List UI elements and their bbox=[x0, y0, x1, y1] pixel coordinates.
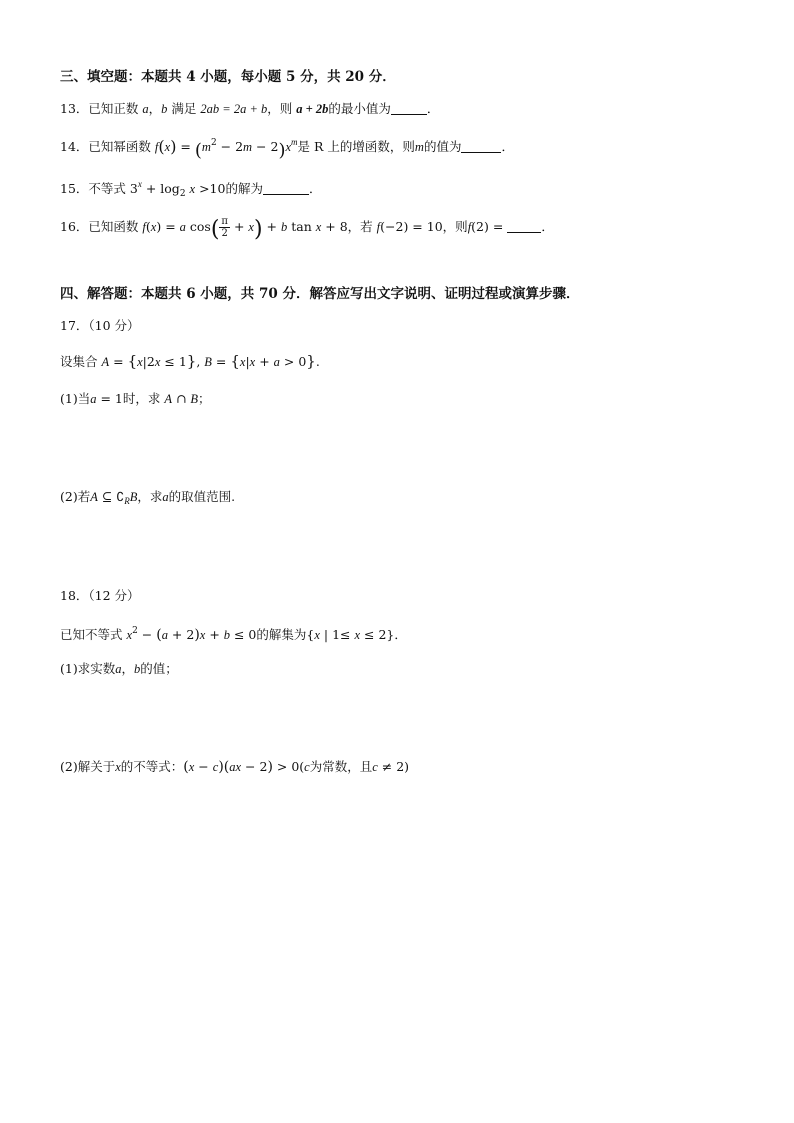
q15-text-a: 不等式 bbox=[88, 181, 126, 196]
section4-header: 四、解答题：本题共 6 小题，共 70 分．解答应写出文字说明、证明过程或演算步骤． bbox=[60, 286, 580, 302]
q17-part2: (2)若A ⊆ $∁_RB$，求a的取值范围. bbox=[60, 489, 236, 506]
q18-part1-text: (1)求实数 bbox=[60, 661, 116, 676]
q18-part2: (2)解关于x的不等式：(x − c)(ax − 2) > 0(c为常数，且c ≠ 2) bbox=[60, 759, 410, 775]
q17-part2-text-a: (2)若 bbox=[60, 489, 91, 504]
q18-part1: (1)求实数a，b的值； bbox=[60, 661, 178, 676]
q17-stem-text: 设集合 bbox=[60, 354, 98, 369]
q18-part2-text-a: (2)解关于 bbox=[60, 759, 116, 774]
q14-number: 14． bbox=[60, 139, 89, 154]
q17-part2-text-c: 的取值范围. bbox=[168, 489, 236, 504]
q13-text-c: ，则 bbox=[267, 101, 293, 116]
q18-part2-text-b: 的不等式： bbox=[120, 759, 184, 774]
q13-text-d: 的最小值为 bbox=[328, 101, 391, 116]
answer-blank[interactable] bbox=[461, 140, 501, 153]
q18-stem: 已知不等式 $x^2 - (a + 2)x + b \le 0$的解集为{x | 1≤ x ≤ 2}． bbox=[60, 626, 407, 643]
question-15: 15．不等式 $3^x + \log_2 x >10$的解为 ． bbox=[60, 179, 322, 199]
q13-number: 13． bbox=[60, 101, 89, 116]
q16-number: 16． bbox=[60, 219, 89, 234]
section3-header: 三、填空题：本题共 4 小题，每小题 5 分，共 20 分． bbox=[60, 69, 396, 85]
q14-text-b: 是 R 上的增函数，则 bbox=[297, 139, 415, 154]
answer-blank[interactable] bbox=[507, 220, 541, 233]
answer-blank[interactable] bbox=[391, 102, 427, 115]
q18-part2-text-c: 为常数，且 bbox=[309, 759, 373, 774]
question-16: 16．已知函数 f(x) = a cos( $\frac{\pi}{2}$ + x) + b tan x + 8，若 f(−2) = 10，则f(2) = ． bbox=[60, 216, 554, 242]
question-14: 14．已知幂函数 $f(x) = (m^2 - 2m - 2)x^m$是 R 上的增函数，则m的值为 ． bbox=[60, 137, 514, 161]
q14-text-a: 已知幂函数 bbox=[88, 139, 151, 154]
q17-part1-text-a: (1)当 bbox=[60, 391, 91, 406]
q16-text-c: ，则 bbox=[442, 219, 468, 234]
q15-number: 15． bbox=[60, 181, 89, 196]
q14-text-c: 的值为 bbox=[423, 139, 462, 154]
q18-stem-text-b: 的解集为 bbox=[256, 627, 307, 642]
q18-stem-text-a: 已知不等式 bbox=[60, 627, 123, 642]
q17-part1: (1)当a = 1时，求 A ∩ B； bbox=[60, 391, 211, 406]
q15-text-b: 的解为 bbox=[225, 181, 263, 196]
q13-text-b: 满足 bbox=[171, 101, 197, 116]
q13-text-a: 已知正数 bbox=[88, 101, 139, 116]
q17-stem: 设集合 A = {x|2x ≤ 1}, B = {x|x + a > 0}. bbox=[60, 352, 320, 370]
q17-title: 17．（10 分） bbox=[60, 318, 140, 333]
question-13: 13．已知正数 a，b 满足 2ab = 2a + b，则 a + 2b的最小值为 ． bbox=[60, 101, 440, 116]
q18-title: 18．（12 分） bbox=[60, 588, 140, 603]
q16-text-b: ，若 bbox=[347, 219, 373, 234]
q16-text-a: 已知函数 bbox=[88, 219, 139, 234]
q17-part1-text-b: 时，求 bbox=[122, 391, 161, 406]
answer-blank[interactable] bbox=[263, 182, 309, 195]
q17-part2-text-b: ，求 bbox=[137, 489, 163, 504]
